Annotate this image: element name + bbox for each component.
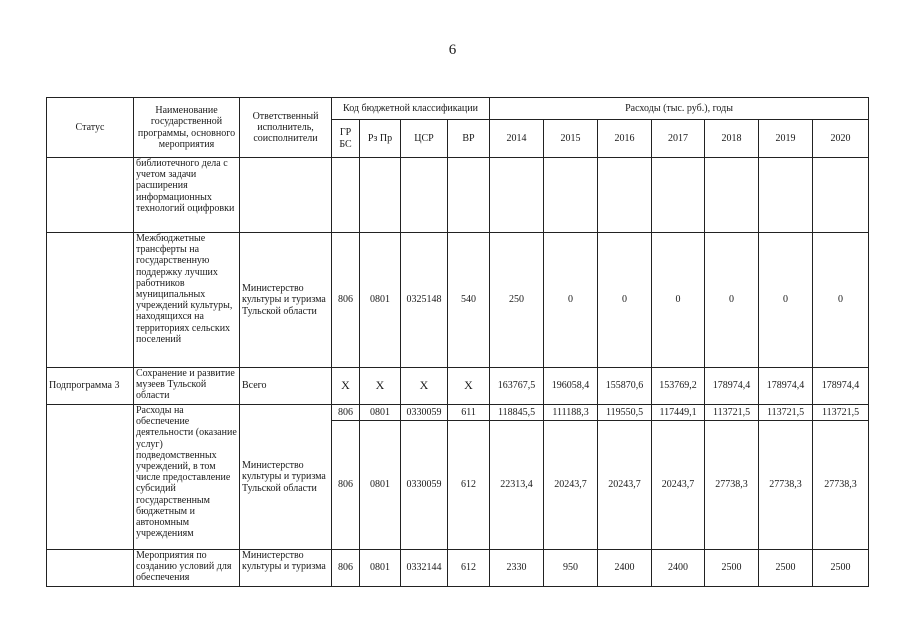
row-value: 0 (544, 233, 598, 368)
row-value: 163767,5 (490, 368, 544, 405)
row-value (598, 158, 652, 233)
header-program-name: Наименование государственной программы, основного мероприятия (134, 98, 240, 158)
row-vr: X (448, 368, 490, 405)
row-value: 0 (705, 233, 759, 368)
header-year: 2020 (813, 120, 869, 158)
row-value: 2400 (598, 550, 652, 587)
row-value: 250 (490, 233, 544, 368)
row-value: 111188,3 (544, 405, 598, 421)
row-value: 118845,5 (490, 405, 544, 421)
row-status (47, 550, 134, 587)
header-year: 2015 (544, 120, 598, 158)
row-grbs: 806 (332, 405, 360, 421)
row-value: 153769,2 (652, 368, 705, 405)
row-value: 950 (544, 550, 598, 587)
header-expenses: Расходы (тыс. руб.), годы (490, 98, 869, 120)
table-row (47, 405, 869, 421)
header-rzpr: Рз Пр (360, 120, 401, 158)
header-year: 2017 (652, 120, 705, 158)
row-executor: Министерство культуры и туризма Тульской области (240, 405, 332, 550)
row-executor: Всего (240, 368, 332, 405)
row-vr: 611 (448, 405, 490, 421)
row-value: 178974,4 (759, 368, 813, 405)
header-vr: ВР (448, 120, 490, 158)
budget-table (46, 97, 869, 587)
row-csr: 0330059 (401, 421, 448, 550)
row-rzpr: 0801 (360, 421, 401, 550)
row-value: 2500 (705, 550, 759, 587)
header-budget-code: Код бюджетной классификации (332, 98, 490, 120)
row-vr: 612 (448, 421, 490, 550)
header-csr: ЦСР (401, 120, 448, 158)
table-row (47, 158, 869, 233)
row-value: 117449,1 (652, 405, 705, 421)
header-grbs: ГР БС (332, 120, 360, 158)
row-name: Мероприятия по созданию условий для обеспечения (134, 550, 240, 587)
header-year: 2018 (705, 120, 759, 158)
row-rzpr (360, 158, 401, 233)
row-vr: 540 (448, 233, 490, 368)
row-value: 20243,7 (598, 421, 652, 550)
row-executor: Министерство культуры и туризма Тульской области (240, 233, 332, 368)
row-value: 2330 (490, 550, 544, 587)
row-grbs: X (332, 368, 360, 405)
row-value (813, 158, 869, 233)
row-value: 178974,4 (705, 368, 759, 405)
header-year: 2014 (490, 120, 544, 158)
row-vr (448, 158, 490, 233)
table-row (47, 368, 869, 405)
row-status (47, 158, 134, 233)
row-vr: 612 (448, 550, 490, 587)
row-status (47, 233, 134, 368)
row-value: 0 (652, 233, 705, 368)
header-year: 2019 (759, 120, 813, 158)
row-name: Межбюджетные трансферты на государственную поддержку лучших работников муниципальных учреждений культуры, находящихся на территориях сельских поселений (134, 233, 240, 368)
row-value: 2500 (813, 550, 869, 587)
row-csr: X (401, 368, 448, 405)
row-grbs: 806 (332, 550, 360, 587)
row-name: Расходы на обеспечение деятельности (оказание услуг) подведомственных учреждений, в том числе предоставление субсидий государственным бюджетным и автономным учреждениям (134, 405, 240, 550)
row-name: Сохранение и развитие музеев Тульской области (134, 368, 240, 405)
row-grbs (332, 158, 360, 233)
row-value: 2400 (652, 550, 705, 587)
row-value: 0 (813, 233, 869, 368)
row-grbs: 806 (332, 421, 360, 550)
header-executor: Ответственный исполнитель, соисполнители (240, 98, 332, 158)
row-value: 113721,5 (813, 405, 869, 421)
row-value (490, 158, 544, 233)
row-value: 20243,7 (544, 421, 598, 550)
header-status: Статус (47, 98, 134, 158)
row-value: 22313,4 (490, 421, 544, 550)
page-number: 6 (448, 42, 457, 58)
row-value: 27738,3 (813, 421, 869, 550)
row-value: 0 (759, 233, 813, 368)
row-value (652, 158, 705, 233)
row-csr: 0330059 (401, 405, 448, 421)
row-status: Подпрограмма 3 (47, 368, 134, 405)
row-executor: Министерство культуры и туризма (240, 550, 332, 587)
row-value: 196058,4 (544, 368, 598, 405)
row-value: 27738,3 (705, 421, 759, 550)
row-value: 155870,6 (598, 368, 652, 405)
row-csr: 0325148 (401, 233, 448, 368)
row-value (544, 158, 598, 233)
row-value: 113721,5 (705, 405, 759, 421)
table-row (47, 550, 869, 587)
row-grbs: 806 (332, 233, 360, 368)
row-rzpr: 0801 (360, 405, 401, 421)
row-name: библиотечного дела с учетом задачи расширения информационных технологий оцифровки (134, 158, 240, 233)
row-value: 27738,3 (759, 421, 813, 550)
row-value (759, 158, 813, 233)
row-status (47, 405, 134, 550)
row-executor (240, 158, 332, 233)
row-rzpr: X (360, 368, 401, 405)
row-rzpr: 0801 (360, 233, 401, 368)
row-rzpr: 0801 (360, 550, 401, 587)
table-row (47, 233, 869, 368)
row-value: 0 (598, 233, 652, 368)
header-year: 2016 (598, 120, 652, 158)
row-value: 113721,5 (759, 405, 813, 421)
row-value: 119550,5 (598, 405, 652, 421)
row-value: 2500 (759, 550, 813, 587)
row-csr (401, 158, 448, 233)
row-csr: 0332144 (401, 550, 448, 587)
row-value: 20243,7 (652, 421, 705, 550)
row-value: 178974,4 (813, 368, 869, 405)
row-value (705, 158, 759, 233)
